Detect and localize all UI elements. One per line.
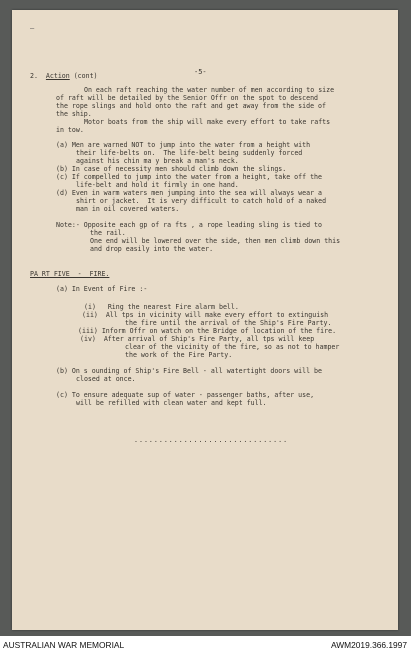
- fire-item: (i) Ring the nearest Fire alarm bell.: [84, 303, 239, 311]
- note-line: and drop easily into the water.: [90, 245, 214, 253]
- fire-item-cont: the work of the Fire Party.: [125, 351, 233, 359]
- list-item-a-cont: their life-belts on. The life-belt being suddenly forced: [76, 149, 303, 157]
- document-page: [12, 10, 398, 630]
- section-title: Action: [45, 72, 70, 80]
- body-line: On each raft reaching the water number of men according to size: [84, 86, 335, 94]
- body-line: the rope slings and hold onto the raft and get away from the side of: [56, 102, 326, 110]
- footer-institution: AUSTRALIAN WAR MEMORIAL: [3, 640, 125, 650]
- fire-c: (c) To ensure adequate sup of water - passenger baths, after use,: [56, 391, 315, 399]
- body-line: the ship.: [56, 110, 92, 118]
- footer-accession-number: AWM2019.366.1997: [330, 640, 407, 650]
- page-number: -5-: [194, 68, 207, 76]
- fire-item-cont: the fire until the arrival of the Ship's Fire Party.: [125, 319, 332, 327]
- fire-c-cont: will be refilled with clean water and kept full.: [76, 399, 267, 407]
- fire-b-cont: closed at once.: [76, 375, 136, 383]
- note-line: the rail.: [90, 229, 126, 237]
- list-item-a: (a) Men are warned NOT to jump into the water from a height with: [56, 141, 311, 149]
- fire-intro: (a) In Event of Fire :-: [56, 285, 148, 293]
- section-suffix: (cont): [69, 72, 98, 80]
- dotted-divider: ...............................: [134, 436, 289, 444]
- fire-item: (iii) Inform Offr on watch on the Bridge of location of the fire.: [78, 327, 337, 335]
- part-heading: PA RT FIVE - FIRE.: [30, 270, 110, 278]
- list-item-a-cont: against his chin ma y break a man's neck.: [76, 157, 239, 165]
- note-line: One end will be lowered over the side, then men climb down this: [90, 237, 341, 245]
- list-item-d: (d) Even in warm waters men jumping into the sea will always wear a: [56, 189, 322, 197]
- body-line: of raft will be detailed by the Senior Offr on the spot to descend: [56, 94, 319, 102]
- fire-item-cont: clear of the vicinity of the fire, so as not to hamper: [125, 343, 340, 351]
- list-item-d-cont: shirt or jacket. It is very difficult to catch hold of a naked: [76, 197, 327, 205]
- body-line: in tow.: [56, 126, 84, 134]
- footer-bar: [0, 636, 411, 653]
- fire-b: (b) On s ounding of Ship's Fire Bell - all watertight doors will be: [56, 367, 322, 375]
- section-heading: [30, 72, 98, 80]
- section-number: 2.: [30, 72, 38, 80]
- fire-item: (ii) All tps in vicinity will make every effort to extinguish: [82, 311, 329, 319]
- list-item-b: (b) In case of necessity men should climb down the slings.: [56, 165, 287, 173]
- list-item-d-cont: man in oil covered waters.: [76, 205, 180, 213]
- list-item-c-cont: life-belt and hold it firmly in one hand.: [76, 181, 239, 189]
- fire-item: (iv) After arrival of Ship's Fire Party, all tps will keep: [80, 335, 315, 343]
- note-line: Note:- Opposite each gp of ra fts , a rope leading sling is tied to: [56, 221, 322, 229]
- list-item-c: (c) If compelled to jump into the water from a height, take off the: [56, 173, 322, 181]
- corner-mark: —: [30, 24, 35, 32]
- body-line: Motor boats from the ship will make every effort to take rafts: [84, 118, 331, 126]
